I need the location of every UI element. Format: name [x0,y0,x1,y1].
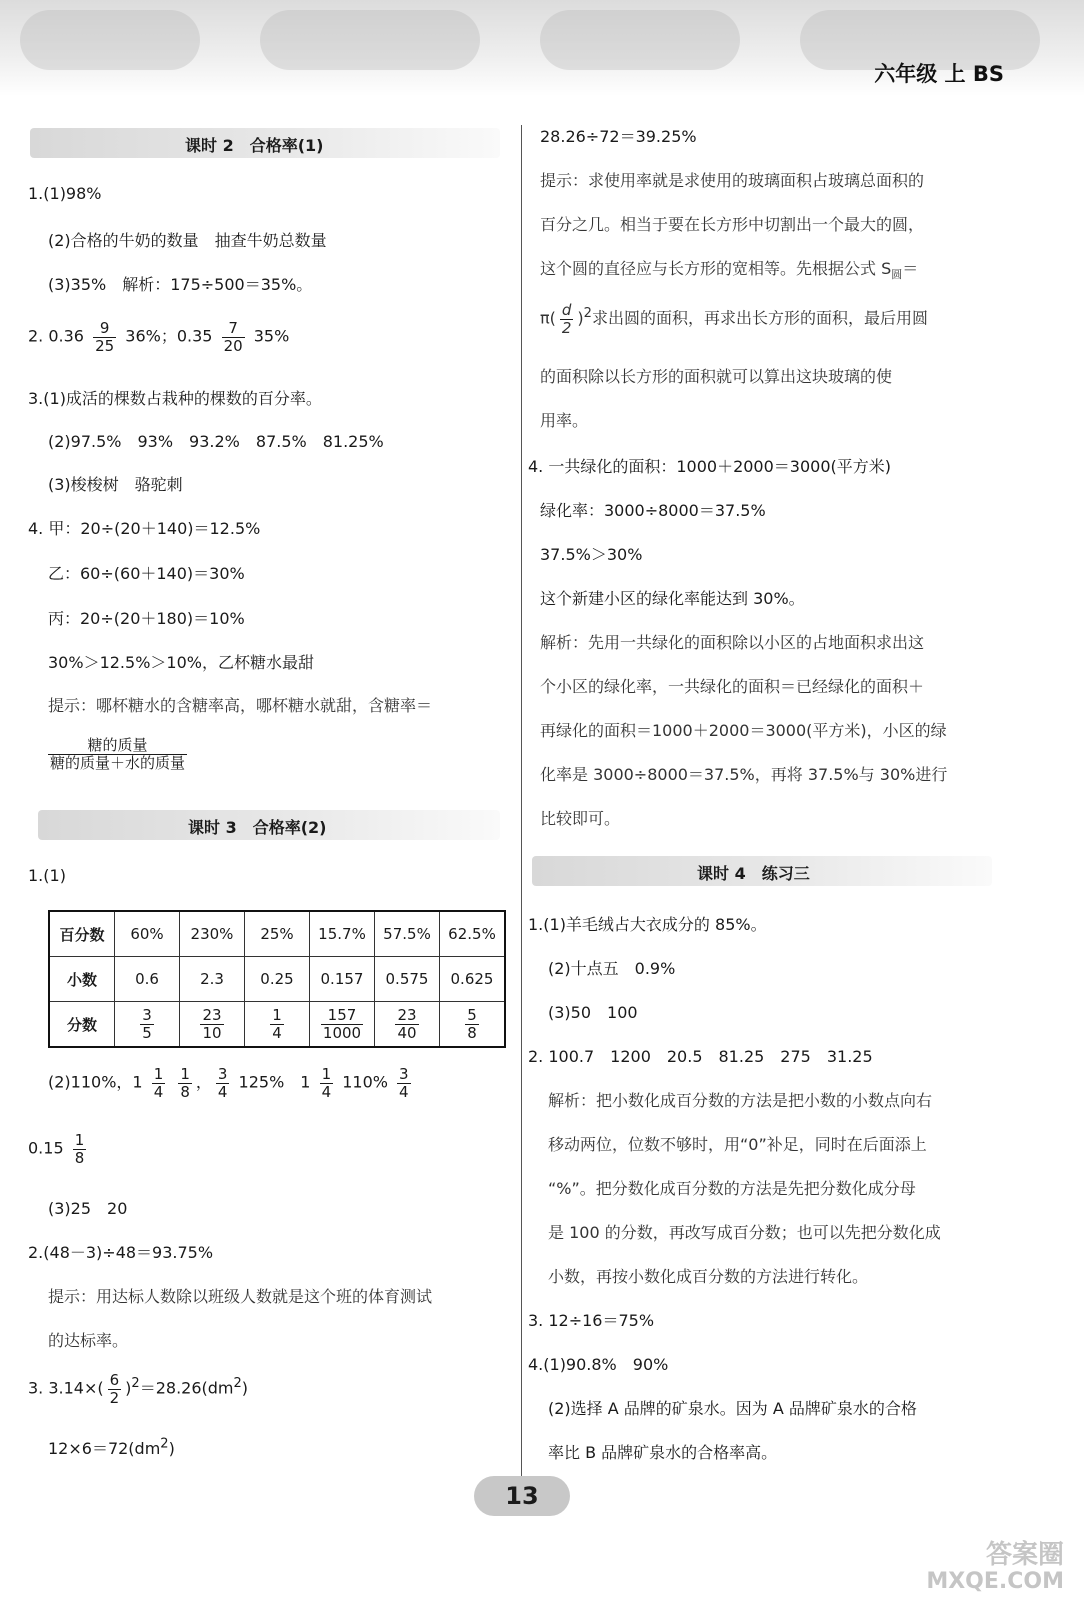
answer-text: (2)110%，1 [48,1072,143,1092]
numerator: 1 [74,1131,85,1149]
answer-text: 125% 1 [238,1072,311,1092]
answer-line: 37.5%＞30% [540,545,643,564]
numerator: 1 [272,1006,282,1024]
fraction [93,320,116,354]
fraction [48,737,187,771]
answer-line: 1.(1)羊毛绒占大衣成分的 85%。 [528,915,767,934]
answer-line: 率比 B 品牌矿泉水的合格率高。 [548,1443,778,1462]
answer-text: 36%；0.35 [125,326,213,346]
denominator: 4 [321,1082,332,1101]
denominator: 4 [153,1082,164,1101]
hint-line: 解析：先用一共绿化的面积除以小区的占地面积求出这 [540,633,925,652]
table-header-cell: 百分数 [49,911,115,957]
fraction [140,1007,154,1041]
answer-line [28,320,289,354]
hint-text: ) [577,308,584,328]
answer-text: ) [125,1378,132,1398]
table-cell: 15.7% [310,911,375,957]
fraction [465,1007,479,1041]
numerator: 157 [321,1007,363,1025]
answer-line: 4.(1)90.8% 90% [528,1355,669,1374]
answer-line: 3. 12÷16＝75% [528,1311,655,1330]
fraction [178,1066,192,1100]
hint-line: 提示：求使用率就是求使用的玻璃面积占玻璃总面积的 [540,171,925,190]
hint-line: 用率。 [540,411,589,430]
hint-line: 解析：把小数化成百分数的方法是把小数的小数点向右 [548,1091,933,1110]
hint-line: 再绿化的面积＝1000＋2000＝3000(平方米)，小区的绿 [540,721,947,740]
section-title: 课时 4 练习三 [697,864,810,883]
grade-label: 六年级 上 BS [874,62,1004,86]
answer-text: 2. 0.36 [28,326,84,346]
table-cell [375,1002,440,1048]
hint-line: 比较即可。 [540,809,621,828]
hint-text: 这个圆的直径应与长方形的宽相等。先根据公式 S [540,259,892,278]
page-number: 13 [474,1476,570,1516]
hint-line: 小数，再按小数化成百分数的方法进行转化。 [548,1267,869,1286]
section-header-lesson-4 [532,856,992,886]
hint-line: 的达标率。 [48,1331,129,1350]
banner-decoration [260,10,480,70]
numerator: 3 [142,1006,152,1024]
answer-line: 这个新建小区的绿化率能达到 30%。 [540,589,805,608]
numerator: 3 [217,1065,228,1083]
watermark-text: 答案圈 [985,1540,1064,1571]
exponent: 2 [233,1376,242,1392]
answer-line: 2.(48－3)÷48＝93.75% [28,1243,214,1262]
answer-line: (2)97.5% 93% 93.2% 87.5% 81.25% [48,432,384,451]
conversion-table [48,910,506,1048]
denominator: 8 [180,1082,190,1101]
answer-line: (2)选择 A 品牌的矿泉水。因为 A 品牌矿泉水的合格 [548,1399,917,1418]
denominator: 5 [142,1023,152,1042]
answer-line: (3)50 100 [548,1003,638,1022]
numerator: 6 [109,1371,120,1389]
watermark-url: MXQE.COM [926,1568,1064,1594]
answer-text: ， [195,1072,212,1092]
table-row [49,1002,505,1048]
hint-line: 提示：哪杯糖水的含糖率高，哪杯糖水就甜，含糖率＝ [48,696,433,715]
denominator: 8 [74,1148,85,1167]
header-banner [0,0,1084,96]
hint-text: π( [540,308,556,328]
answer-text: 12×6＝72(dm [48,1439,161,1458]
numerator: d [560,302,574,320]
table-cell [245,1002,310,1048]
answer-line: (2)合格的牛奶的数量 抽查牛奶总数量 [48,231,327,250]
banner-decoration [540,10,740,70]
hint-line: 的面积除以长方形的面积就可以算出这块玻璃的使 [540,367,893,386]
answer-line [28,1132,90,1166]
table-cell: 0.6 [115,957,180,1002]
answer-line [48,1436,175,1459]
table-cell [310,1002,375,1048]
hint-line: “%”。把分数化成百分数的方法是先把分数化成分母 [548,1179,916,1198]
denominator: 10 [202,1023,222,1042]
fraction [320,1066,334,1100]
answer-line: 28.26÷72＝39.25% [540,127,697,146]
answer-line: (3)35% 解析：175÷500＝35%。 [48,275,313,294]
denominator: 8 [467,1023,477,1042]
answer-line: 2. 100.7 1200 20.5 81.25 275 31.25 [528,1047,873,1066]
exponent: 2 [131,1376,140,1392]
table-cell: 2.3 [180,957,245,1002]
answer-line: 4. 甲：20÷(20＋140)＝12.5% [28,519,261,538]
answer-line: (3)梭梭树 骆驼刺 [48,475,183,494]
fraction [216,1066,230,1100]
answer-line: (3)25 20 [48,1199,128,1218]
hint-text: ＝ [902,259,919,278]
table-cell: 0.625 [440,957,506,1002]
denominator: 2 [109,1388,120,1407]
table-cell: 25% [245,911,310,957]
denominator: 糖的质量＋水的质量 [50,753,186,772]
fraction [73,1132,87,1166]
answer-line: 丙：20÷(20＋180)＝10% [48,609,245,628]
table-cell: 57.5% [375,911,440,957]
hint-fraction [48,737,187,771]
fraction [321,1007,363,1041]
column-divider [521,125,522,1480]
answer-line: 1.(1)98% [28,184,102,203]
hint-line: 提示：用达标人数除以班级人数就是这个班的体育测试 [48,1287,433,1306]
fraction [222,320,245,354]
answer-text: 110% [342,1072,388,1092]
numerator: 7 [222,320,245,338]
answer-text: ) [241,1378,249,1398]
denominator: 1000 [322,1023,362,1042]
watermark-logo [926,1541,1064,1594]
denominator: 25 [95,336,115,355]
table-cell [440,1002,506,1048]
numerator: 23 [397,1006,417,1024]
hint-line [540,256,918,282]
banner-decoration [20,10,200,70]
fraction [395,1007,418,1041]
numerator: 5 [467,1006,477,1024]
numerator: 1 [153,1065,164,1083]
table-cell: 60% [115,911,180,957]
answer-text: ＝28.26(dm [139,1378,234,1398]
table-cell: 0.575 [375,957,440,1002]
answer-line [28,1372,248,1406]
subscript: 圆 [891,268,903,282]
table-header-cell: 小数 [49,957,115,1002]
denominator: 4 [217,1082,228,1101]
answer-line: 1.(1) [28,866,66,885]
numerator: 1 [321,1065,332,1083]
table-cell: 62.5% [440,911,506,957]
numerator: 糖的质量 [48,737,187,755]
answer-text: ) [168,1439,175,1458]
denominator: 4 [272,1023,282,1042]
numerator: 1 [180,1065,190,1083]
hint-text: 求出圆的面积，再求出长方形的面积，最后用圆 [591,308,928,328]
table-cell: 0.25 [245,957,310,1002]
fraction [397,1066,411,1100]
hint-line: 百分之几。相当于要在长方形中切割出一个最大的圆， [540,215,925,234]
fraction [200,1007,223,1041]
denominator: 4 [399,1082,409,1101]
hint-line: 移动两位，位数不够时，用“0”补足，同时在后面添上 [548,1135,927,1154]
answer-line: 绿化率：3000÷8000＝37.5% [540,501,766,520]
denominator: 2 [561,318,572,337]
numerator: 9 [93,320,116,338]
fraction [560,302,574,336]
section-title: 课时 2 合格率(1) [185,136,324,155]
answer-line: (2)十点五 0.9% [548,959,676,978]
hint-line [540,302,928,336]
answer-text: 3. 3.14×( [28,1378,104,1398]
table-cell: 230% [180,911,245,957]
hint-line: 化率是 3000÷8000＝37.5%，再将 37.5%与 30%进行 [540,765,948,784]
fraction [152,1066,166,1100]
answer-text: 35% [253,326,290,346]
table-row [49,911,505,957]
table-row [49,957,505,1002]
hint-line: 个小区的绿化率，一共绿化的面积＝已经绿化的面积＋ [540,677,925,696]
table-cell: 0.157 [310,957,375,1002]
section-header-lesson-2 [30,128,500,158]
denominator: 40 [397,1023,417,1042]
table-cell [180,1002,245,1048]
answer-line: 4. 一共绿化的面积：1000＋2000＝3000(平方米) [528,457,891,476]
section-title: 课时 3 合格率(2) [188,818,327,837]
answer-line: 30%＞12.5%＞10%，乙杯糖水最甜 [48,653,314,672]
table-cell [115,1002,180,1048]
answer-line [48,1066,415,1100]
denominator: 20 [223,336,243,355]
section-header-lesson-3 [38,810,500,840]
exponent: 2 [583,306,592,322]
table-header-cell: 分数 [49,1002,115,1048]
answer-line: 乙：60÷(60＋140)＝30% [48,564,245,583]
hint-line: 是 100 的分数，再改写成百分数；也可以先把分数化成 [548,1223,941,1242]
fraction [108,1372,122,1406]
answer-text: 0.15 [28,1138,64,1158]
fraction [270,1007,284,1041]
exponent: 2 [160,1436,169,1452]
numerator: 3 [399,1065,409,1083]
numerator: 23 [202,1006,222,1024]
answer-line: 3.(1)成活的棵数占栽种的棵数的百分率。 [28,389,322,408]
